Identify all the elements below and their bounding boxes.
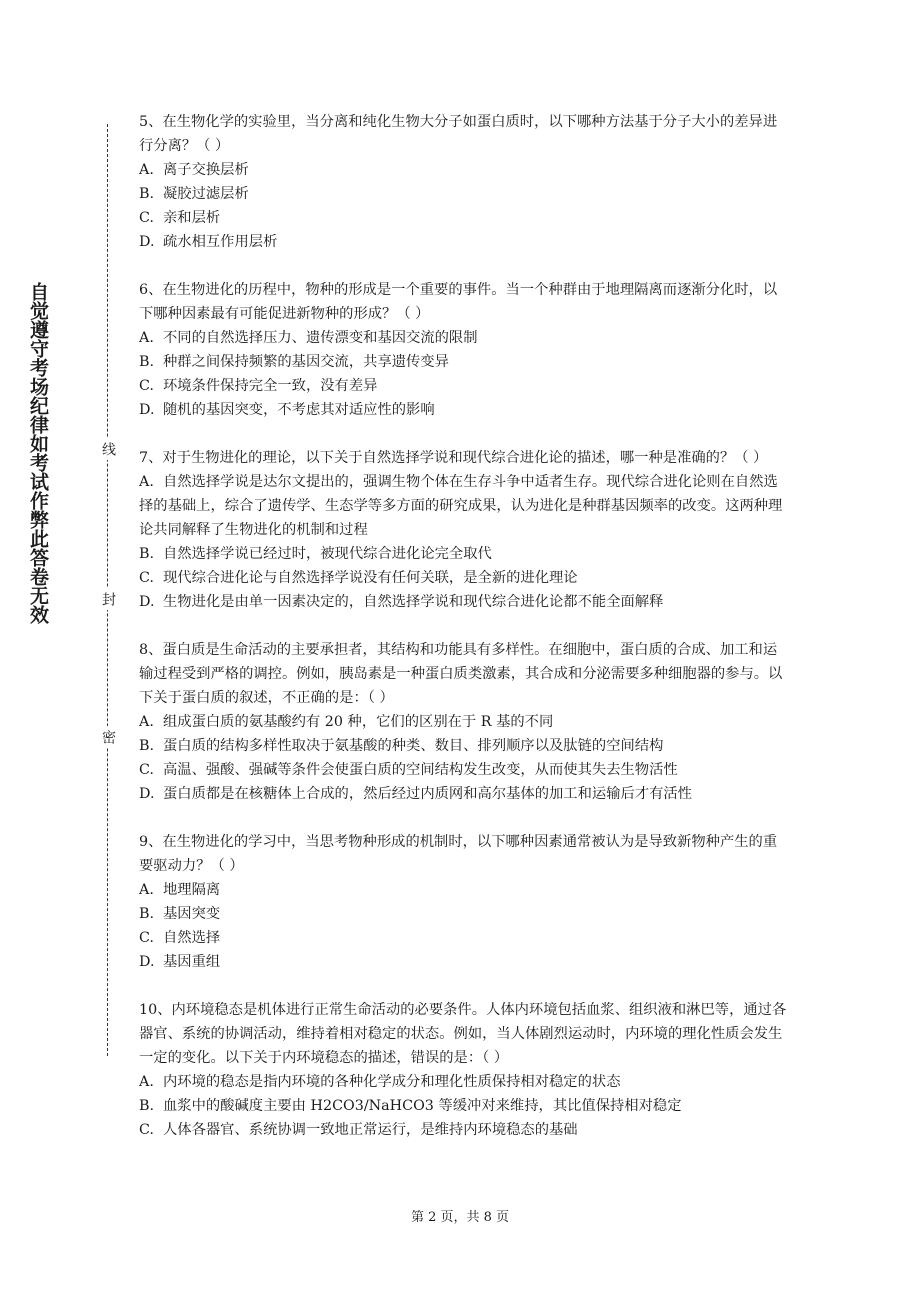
option-letter: B.	[139, 186, 155, 202]
option-text: 自然选择学说是达尔文提出的，强调生物个体在生存斗争中适者生存。现代综合进化论则在自然选择的基础上，综合了遗传学、生态学等多方面的研究成果，认为进化是种群基因频率的改变。这两种理论共同解释了生物进化的机制和过程	[139, 474, 783, 538]
binding-label-xian: 线	[98, 438, 118, 460]
answer-option	[139, 734, 787, 758]
option-letter: D.	[139, 954, 155, 970]
option-letter: B.	[139, 1098, 155, 1114]
answer-option	[139, 158, 787, 182]
option-letter: A.	[139, 330, 154, 346]
option-letter: D.	[139, 234, 155, 250]
question-stem: 10、内环境稳态是机体进行正常生命活动的必要条件。人体内环境包括血浆、组织液和淋巴等，通过各器官、系统的协调活动，维持着相对稳定的状态。例如，当人体剧烈运动时，内环境的理化性质会发生一定的变化。以下关于内环境稳态的描述，错误的是：（ ）	[139, 1002, 787, 1066]
question-item	[139, 830, 787, 974]
option-text: 基因突变	[163, 906, 221, 922]
answer-option	[139, 182, 787, 206]
option-letter: C.	[139, 378, 154, 394]
question-list	[139, 110, 787, 1166]
option-letter: C.	[139, 210, 154, 226]
answer-option	[139, 230, 787, 254]
option-letter: C.	[139, 930, 154, 946]
option-text: 自然选择	[163, 930, 221, 946]
answer-option	[139, 590, 787, 614]
question-stem: 8、蛋白质是生命活动的主要承担者，其结构和功能具有多样性。在细胞中，蛋白质的合成、加工和运输过程受到严格的调控。例如，胰岛素是一种蛋白质类激素，其合成和分泌需要多种细胞器的参与。以下关于蛋白质的叙述，不正确的是：（ ）	[139, 642, 783, 706]
answer-option	[139, 470, 787, 542]
option-letter: C.	[139, 570, 154, 586]
answer-option	[139, 950, 787, 974]
option-text: 生物进化是由单一因素决定的，自然选择学说和现代综合进化论都不能全面解释	[163, 594, 664, 610]
answer-option	[139, 782, 787, 806]
option-letter: C.	[139, 762, 154, 778]
option-letter: B.	[139, 906, 155, 922]
question-stem: 6、在生物进化的历程中，物种的形成是一个重要的事件。当一个种群由于地理隔离而逐渐分化时，以下哪种因素最有可能促进新物种的形成？（ ）	[139, 282, 778, 322]
option-letter: A.	[139, 882, 154, 898]
option-text: 蛋白质都是在核糖体上合成的，然后经过内质网和高尔基体的加工和运输后才有活性	[163, 786, 692, 802]
option-text: 种群之间保持频繁的基因交流，共享遗传变异	[163, 354, 449, 370]
question-stem: 7、对于生物进化的理论，以下关于自然选择学说和现代综合进化论的描述，哪一种是准确的？（ ）	[139, 450, 768, 466]
option-text: 高温、强酸、强碱等条件会使蛋白质的空间结构发生改变，从而使其失去生物活性	[163, 762, 678, 778]
option-letter: B.	[139, 738, 155, 754]
question-item	[139, 446, 787, 614]
option-letter: B.	[139, 546, 155, 562]
option-letter: A.	[139, 714, 154, 730]
binding-label-mi: 密	[98, 726, 118, 748]
answer-option	[139, 902, 787, 926]
option-letter: D.	[139, 786, 155, 802]
question-item	[139, 110, 787, 254]
option-text: 环境条件保持完全一致，没有差异	[163, 378, 378, 394]
option-letter: B.	[139, 354, 155, 370]
option-text: 人体各器官、系统协调一致地正常运行，是维持内环境稳态的基础	[163, 1122, 578, 1138]
answer-option	[139, 878, 787, 902]
page-footer: 第 2 页，共 8 页	[410, 1210, 510, 1225]
option-text: 不同的自然选择压力、遗传漂变和基因交流的限制	[163, 330, 478, 346]
option-text: 随机的基因突变，不考虑其对适应性的影响	[163, 402, 435, 418]
answer-option	[139, 1118, 787, 1142]
option-text: 组成蛋白质的氨基酸约有 20 种，它们的区别在于 R 基的不同	[163, 714, 554, 730]
option-text: 蛋白质的结构多样性取决于氨基酸的种类、数目、排列顺序以及肽链的空间结构	[163, 738, 664, 754]
question-stem: 5、在生物化学的实验里，当分离和纯化生物大分子如蛋白质时，以下哪种方法基于分子大小的差异进行分离？（ ）	[139, 114, 778, 154]
option-letter: D.	[139, 594, 155, 610]
option-text: 自然选择学说已经过时，被现代综合进化论完全取代	[163, 546, 492, 562]
answer-option	[139, 1094, 787, 1118]
binding-label-feng: 封	[98, 588, 118, 610]
option-text: 亲和层析	[163, 210, 221, 226]
option-text: 疏水相互作用层析	[163, 234, 278, 250]
answer-option	[139, 542, 787, 566]
answer-option	[139, 758, 787, 782]
question-item	[139, 278, 787, 422]
option-text: 离子交换层析	[163, 162, 249, 178]
answer-option	[139, 710, 787, 734]
answer-option	[139, 926, 787, 950]
answer-option	[139, 326, 787, 350]
answer-option	[139, 1070, 787, 1094]
option-letter: C.	[139, 1122, 154, 1138]
option-text: 凝胶过滤层析	[163, 186, 249, 202]
option-text: 血浆中的酸碱度主要由 H2CO3/NaHCO3 等缓冲对来维持，其比值保持相对稳定	[163, 1098, 682, 1114]
question-stem: 9、在生物进化的学习中，当思考物种形成的机制时，以下哪种因素通常被认为是导致新物种产生的重要驱动力？（ ）	[139, 834, 778, 874]
option-text: 地理隔离	[163, 882, 221, 898]
option-text: 现代综合进化论与自然选择学说没有任何关联，是全新的进化理论	[163, 570, 578, 586]
answer-option	[139, 566, 787, 590]
option-text: 内环境的稳态是指内环境的各种化学成分和理化性质保持相对稳定的状态	[163, 1074, 621, 1090]
answer-option	[139, 206, 787, 230]
answer-option	[139, 350, 787, 374]
answer-option	[139, 398, 787, 422]
question-item	[139, 638, 787, 806]
option-letter: A.	[139, 1074, 154, 1090]
answer-option	[139, 374, 787, 398]
option-letter: A.	[139, 162, 154, 178]
option-text: 基因重组	[163, 954, 221, 970]
option-letter: A.	[139, 474, 154, 490]
exam-discipline-notice: 自觉遵守考场纪律如考试作弊此答卷无效	[27, 282, 49, 624]
option-letter: D.	[139, 402, 155, 418]
question-item	[139, 998, 787, 1142]
